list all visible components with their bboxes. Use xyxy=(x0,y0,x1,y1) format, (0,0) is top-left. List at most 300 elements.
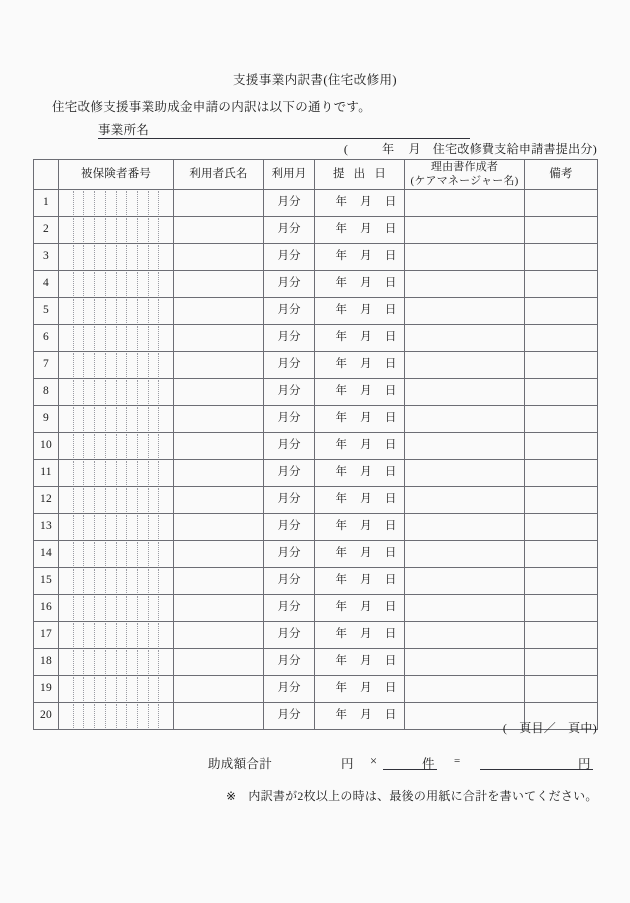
insured-digit-box[interactable] xyxy=(95,245,106,269)
insured-digit-box[interactable] xyxy=(63,623,74,647)
submission-date-field[interactable] xyxy=(315,271,405,298)
insured-digit-box[interactable] xyxy=(138,191,149,215)
insured-digit-box[interactable] xyxy=(117,299,128,323)
insured-digit-box[interactable] xyxy=(84,650,95,674)
insured-number-field[interactable] xyxy=(59,622,174,649)
insured-digit-box[interactable] xyxy=(117,515,128,539)
insured-digit-box[interactable] xyxy=(74,245,85,269)
insured-digit-box[interactable] xyxy=(84,326,95,350)
insured-digit-box[interactable] xyxy=(149,434,160,458)
insured-digit-box[interactable] xyxy=(84,353,95,377)
insured-digit-box[interactable] xyxy=(95,488,106,512)
insured-digit-box[interactable] xyxy=(95,434,106,458)
use-month-field[interactable] xyxy=(264,244,315,271)
insured-number-field[interactable] xyxy=(59,271,174,298)
insured-digit-box[interactable] xyxy=(84,272,95,296)
insured-digit-box[interactable] xyxy=(74,191,85,215)
remarks-field[interactable] xyxy=(525,190,598,217)
insured-digit-box[interactable] xyxy=(127,488,138,512)
insured-digit-box[interactable] xyxy=(95,596,106,620)
user-name-field[interactable] xyxy=(174,514,264,541)
reason-writer-field[interactable] xyxy=(405,649,525,676)
reason-writer-field[interactable] xyxy=(405,676,525,703)
insured-digit-box[interactable] xyxy=(106,569,117,593)
insured-digit-box[interactable] xyxy=(106,650,117,674)
remarks-field[interactable] xyxy=(525,568,598,595)
reason-writer-field[interactable] xyxy=(405,595,525,622)
insured-digit-box[interactable] xyxy=(138,677,149,701)
use-month-field[interactable] xyxy=(264,406,315,433)
insured-digit-box[interactable] xyxy=(138,488,149,512)
insured-digit-box[interactable] xyxy=(63,407,74,431)
reason-writer-field[interactable] xyxy=(405,244,525,271)
submission-date-field[interactable] xyxy=(315,325,405,352)
insured-digit-box[interactable] xyxy=(95,677,106,701)
insured-digit-box[interactable] xyxy=(106,191,117,215)
insured-digit-box[interactable] xyxy=(95,623,106,647)
reason-writer-field[interactable] xyxy=(405,541,525,568)
remarks-field[interactable] xyxy=(525,244,598,271)
insured-digit-box[interactable] xyxy=(127,623,138,647)
insured-digit-box[interactable] xyxy=(95,407,106,431)
insured-digit-box[interactable] xyxy=(106,326,117,350)
insured-digit-box[interactable] xyxy=(149,191,160,215)
use-month-field[interactable] xyxy=(264,271,315,298)
submission-date-field[interactable] xyxy=(315,622,405,649)
submission-date-field[interactable] xyxy=(315,676,405,703)
insured-digit-box[interactable] xyxy=(84,299,95,323)
insured-digit-box[interactable] xyxy=(74,569,85,593)
insured-digit-box[interactable] xyxy=(149,569,160,593)
insured-digit-box[interactable] xyxy=(159,272,169,296)
insured-digit-box[interactable] xyxy=(138,596,149,620)
insured-digit-box[interactable] xyxy=(74,299,85,323)
insured-digit-box[interactable] xyxy=(127,677,138,701)
submission-date-field[interactable] xyxy=(315,433,405,460)
reason-writer-field[interactable] xyxy=(405,298,525,325)
remarks-field[interactable] xyxy=(525,514,598,541)
insured-digit-box[interactable] xyxy=(63,191,74,215)
insured-digit-box[interactable] xyxy=(127,191,138,215)
insured-digit-box[interactable] xyxy=(63,218,74,242)
insured-digit-box[interactable] xyxy=(84,461,95,485)
insured-digit-box[interactable] xyxy=(106,488,117,512)
insured-digit-box[interactable] xyxy=(84,434,95,458)
insured-digit-box[interactable] xyxy=(84,380,95,404)
insured-digit-box[interactable] xyxy=(138,515,149,539)
reason-writer-field[interactable] xyxy=(405,514,525,541)
use-month-field[interactable] xyxy=(264,541,315,568)
insured-number-field[interactable] xyxy=(59,325,174,352)
user-name-field[interactable] xyxy=(174,217,264,244)
insured-digit-box[interactable] xyxy=(149,326,160,350)
user-name-field[interactable] xyxy=(174,406,264,433)
insured-digit-box[interactable] xyxy=(74,218,85,242)
insured-digit-box[interactable] xyxy=(138,434,149,458)
insured-digit-box[interactable] xyxy=(117,623,128,647)
insured-number-field[interactable] xyxy=(59,298,174,325)
remarks-field[interactable] xyxy=(525,406,598,433)
insured-digit-box[interactable] xyxy=(138,623,149,647)
use-month-field[interactable] xyxy=(264,325,315,352)
insured-digit-box[interactable] xyxy=(74,596,85,620)
insured-digit-box[interactable] xyxy=(95,191,106,215)
insured-digit-box[interactable] xyxy=(84,569,95,593)
reason-writer-field[interactable] xyxy=(405,460,525,487)
user-name-field[interactable] xyxy=(174,433,264,460)
insured-digit-box[interactable] xyxy=(63,326,74,350)
insured-digit-box[interactable] xyxy=(159,623,169,647)
submission-date-field[interactable] xyxy=(315,217,405,244)
user-name-field[interactable] xyxy=(174,622,264,649)
insured-digit-box[interactable] xyxy=(84,596,95,620)
insured-digit-box[interactable] xyxy=(149,677,160,701)
insured-digit-box[interactable] xyxy=(138,407,149,431)
use-month-field[interactable] xyxy=(264,514,315,541)
insured-digit-box[interactable] xyxy=(159,407,169,431)
insured-digit-box[interactable] xyxy=(63,299,74,323)
insured-digit-box[interactable] xyxy=(84,191,95,215)
insured-digit-box[interactable] xyxy=(149,299,160,323)
insured-digit-box[interactable] xyxy=(138,380,149,404)
reason-writer-field[interactable] xyxy=(405,352,525,379)
insured-digit-box[interactable] xyxy=(159,299,169,323)
insured-digit-box[interactable] xyxy=(63,569,74,593)
insured-digit-box[interactable] xyxy=(95,353,106,377)
insured-digit-box[interactable] xyxy=(95,272,106,296)
remarks-field[interactable] xyxy=(525,352,598,379)
use-month-field[interactable] xyxy=(264,460,315,487)
insured-digit-box[interactable] xyxy=(84,623,95,647)
insured-digit-box[interactable] xyxy=(127,569,138,593)
insured-digit-box[interactable] xyxy=(63,677,74,701)
insured-digit-box[interactable] xyxy=(117,272,128,296)
user-name-field[interactable] xyxy=(174,298,264,325)
insured-digit-box[interactable] xyxy=(159,380,169,404)
insured-digit-box[interactable] xyxy=(127,380,138,404)
insured-digit-box[interactable] xyxy=(117,191,128,215)
insured-digit-box[interactable] xyxy=(117,407,128,431)
insured-digit-box[interactable] xyxy=(127,245,138,269)
insured-digit-box[interactable] xyxy=(84,407,95,431)
submission-date-field[interactable] xyxy=(315,541,405,568)
insured-digit-box[interactable] xyxy=(63,353,74,377)
insured-digit-box[interactable] xyxy=(106,353,117,377)
reason-writer-field[interactable] xyxy=(405,325,525,352)
insured-number-field[interactable] xyxy=(59,487,174,514)
user-name-field[interactable] xyxy=(174,649,264,676)
insured-digit-box[interactable] xyxy=(74,542,85,566)
insured-digit-box[interactable] xyxy=(84,677,95,701)
insured-digit-box[interactable] xyxy=(106,407,117,431)
insured-digit-box[interactable] xyxy=(74,407,85,431)
insured-digit-box[interactable] xyxy=(149,245,160,269)
insured-digit-box[interactable] xyxy=(106,380,117,404)
submission-date-field[interactable] xyxy=(315,298,405,325)
reason-writer-field[interactable] xyxy=(405,568,525,595)
user-name-field[interactable] xyxy=(174,352,264,379)
user-name-field[interactable] xyxy=(174,487,264,514)
insured-digit-box[interactable] xyxy=(159,218,169,242)
remarks-field[interactable] xyxy=(525,649,598,676)
insured-digit-box[interactable] xyxy=(127,515,138,539)
insured-digit-box[interactable] xyxy=(149,650,160,674)
insured-digit-box[interactable] xyxy=(138,650,149,674)
insured-digit-box[interactable] xyxy=(84,488,95,512)
insured-digit-box[interactable] xyxy=(74,677,85,701)
user-name-field[interactable] xyxy=(174,379,264,406)
insured-digit-box[interactable] xyxy=(149,461,160,485)
submission-date-field[interactable] xyxy=(315,190,405,217)
remarks-field[interactable] xyxy=(525,460,598,487)
insured-number-field[interactable] xyxy=(59,406,174,433)
insured-digit-box[interactable] xyxy=(117,461,128,485)
insured-digit-box[interactable] xyxy=(159,353,169,377)
user-name-field[interactable] xyxy=(174,595,264,622)
use-month-field[interactable] xyxy=(264,595,315,622)
insured-digit-box[interactable] xyxy=(159,488,169,512)
insured-digit-box[interactable] xyxy=(63,461,74,485)
insured-digit-box[interactable] xyxy=(117,218,128,242)
insured-digit-box[interactable] xyxy=(106,245,117,269)
reason-writer-field[interactable] xyxy=(405,379,525,406)
insured-digit-box[interactable] xyxy=(127,353,138,377)
insured-digit-box[interactable] xyxy=(127,326,138,350)
insured-digit-box[interactable] xyxy=(106,596,117,620)
user-name-field[interactable] xyxy=(174,244,264,271)
use-month-field[interactable] xyxy=(264,676,315,703)
insured-digit-box[interactable] xyxy=(63,272,74,296)
use-month-field[interactable] xyxy=(264,352,315,379)
insured-digit-box[interactable] xyxy=(127,299,138,323)
insured-digit-box[interactable] xyxy=(149,218,160,242)
insured-digit-box[interactable] xyxy=(127,542,138,566)
insured-number-field[interactable] xyxy=(59,541,174,568)
insured-digit-box[interactable] xyxy=(159,326,169,350)
insured-digit-box[interactable] xyxy=(127,650,138,674)
insured-digit-box[interactable] xyxy=(117,569,128,593)
insured-digit-box[interactable] xyxy=(106,677,117,701)
insured-digit-box[interactable] xyxy=(159,515,169,539)
submission-date-field[interactable] xyxy=(315,352,405,379)
insured-digit-box[interactable] xyxy=(106,299,117,323)
insured-digit-box[interactable] xyxy=(149,515,160,539)
insured-number-field[interactable] xyxy=(59,244,174,271)
insured-digit-box[interactable] xyxy=(95,542,106,566)
insured-digit-box[interactable] xyxy=(159,677,169,701)
insured-digit-box[interactable] xyxy=(149,272,160,296)
use-month-field[interactable] xyxy=(264,433,315,460)
insured-digit-box[interactable] xyxy=(117,434,128,458)
insured-digit-box[interactable] xyxy=(159,461,169,485)
insured-digit-box[interactable] xyxy=(159,191,169,215)
insured-digit-box[interactable] xyxy=(117,245,128,269)
insured-digit-box[interactable] xyxy=(138,218,149,242)
insured-digit-box[interactable] xyxy=(159,542,169,566)
insured-number-field[interactable] xyxy=(59,676,174,703)
insured-digit-box[interactable] xyxy=(84,218,95,242)
insured-digit-box[interactable] xyxy=(95,515,106,539)
insured-digit-box[interactable] xyxy=(74,434,85,458)
insured-digit-box[interactable] xyxy=(127,434,138,458)
remarks-field[interactable] xyxy=(525,298,598,325)
insured-digit-box[interactable] xyxy=(63,515,74,539)
insured-digit-box[interactable] xyxy=(117,596,128,620)
use-month-field[interactable] xyxy=(264,190,315,217)
insured-digit-box[interactable] xyxy=(95,380,106,404)
insured-digit-box[interactable] xyxy=(159,434,169,458)
insured-digit-box[interactable] xyxy=(149,488,160,512)
use-month-field[interactable] xyxy=(264,568,315,595)
insured-digit-box[interactable] xyxy=(106,542,117,566)
insured-digit-box[interactable] xyxy=(63,380,74,404)
submission-date-field[interactable] xyxy=(315,595,405,622)
insured-digit-box[interactable] xyxy=(74,650,85,674)
insured-digit-box[interactable] xyxy=(117,650,128,674)
insured-digit-box[interactable] xyxy=(117,542,128,566)
insured-digit-box[interactable] xyxy=(159,596,169,620)
insured-digit-box[interactable] xyxy=(117,677,128,701)
submission-date-field[interactable] xyxy=(315,649,405,676)
remarks-field[interactable] xyxy=(525,433,598,460)
insured-digit-box[interactable] xyxy=(74,272,85,296)
use-month-field[interactable] xyxy=(264,298,315,325)
insured-number-field[interactable] xyxy=(59,352,174,379)
reason-writer-field[interactable] xyxy=(405,622,525,649)
reason-writer-field[interactable] xyxy=(405,487,525,514)
submission-date-field[interactable] xyxy=(315,568,405,595)
insured-digit-box[interactable] xyxy=(138,245,149,269)
insured-digit-box[interactable] xyxy=(117,488,128,512)
insured-digit-box[interactable] xyxy=(95,461,106,485)
insured-digit-box[interactable] xyxy=(159,245,169,269)
insured-digit-box[interactable] xyxy=(84,515,95,539)
remarks-field[interactable] xyxy=(525,595,598,622)
insured-digit-box[interactable] xyxy=(138,299,149,323)
insured-digit-box[interactable] xyxy=(159,650,169,674)
submission-date-field[interactable] xyxy=(315,244,405,271)
user-name-field[interactable] xyxy=(174,541,264,568)
insured-digit-box[interactable] xyxy=(159,569,169,593)
use-month-field[interactable] xyxy=(264,379,315,406)
remarks-field[interactable] xyxy=(525,217,598,244)
insured-number-field[interactable] xyxy=(59,568,174,595)
submission-date-field[interactable] xyxy=(315,406,405,433)
insured-number-field[interactable] xyxy=(59,649,174,676)
user-name-field[interactable] xyxy=(174,460,264,487)
insured-digit-box[interactable] xyxy=(95,326,106,350)
remarks-field[interactable] xyxy=(525,271,598,298)
user-name-field[interactable] xyxy=(174,568,264,595)
insured-digit-box[interactable] xyxy=(149,623,160,647)
office-name-field[interactable] xyxy=(98,121,470,139)
user-name-field[interactable] xyxy=(174,271,264,298)
insured-digit-box[interactable] xyxy=(95,299,106,323)
insured-digit-box[interactable] xyxy=(106,218,117,242)
insured-digit-box[interactable] xyxy=(149,407,160,431)
insured-digit-box[interactable] xyxy=(74,623,85,647)
reason-writer-field[interactable] xyxy=(405,433,525,460)
insured-digit-box[interactable] xyxy=(84,542,95,566)
insured-digit-box[interactable] xyxy=(149,353,160,377)
insured-digit-box[interactable] xyxy=(138,353,149,377)
insured-digit-box[interactable] xyxy=(63,434,74,458)
insured-digit-box[interactable] xyxy=(63,596,74,620)
insured-digit-box[interactable] xyxy=(127,596,138,620)
insured-number-field[interactable] xyxy=(59,433,174,460)
insured-digit-box[interactable] xyxy=(149,542,160,566)
user-name-field[interactable] xyxy=(174,676,264,703)
insured-digit-box[interactable] xyxy=(95,569,106,593)
insured-digit-box[interactable] xyxy=(127,461,138,485)
insured-digit-box[interactable] xyxy=(74,353,85,377)
insured-digit-box[interactable] xyxy=(106,272,117,296)
user-name-field[interactable] xyxy=(174,190,264,217)
insured-digit-box[interactable] xyxy=(138,272,149,296)
use-month-field[interactable] xyxy=(264,649,315,676)
insured-digit-box[interactable] xyxy=(74,461,85,485)
insured-digit-box[interactable] xyxy=(74,515,85,539)
insured-number-field[interactable] xyxy=(59,514,174,541)
submission-date-field[interactable] xyxy=(315,487,405,514)
insured-digit-box[interactable] xyxy=(149,380,160,404)
insured-number-field[interactable] xyxy=(59,595,174,622)
insured-number-field[interactable] xyxy=(59,379,174,406)
remarks-field[interactable] xyxy=(525,676,598,703)
insured-digit-box[interactable] xyxy=(127,272,138,296)
insured-digit-box[interactable] xyxy=(74,380,85,404)
submission-date-field[interactable] xyxy=(315,379,405,406)
remarks-field[interactable] xyxy=(525,541,598,568)
remarks-field[interactable] xyxy=(525,379,598,406)
insured-digit-box[interactable] xyxy=(63,488,74,512)
insured-number-field[interactable] xyxy=(59,190,174,217)
insured-digit-box[interactable] xyxy=(74,488,85,512)
total-result-input[interactable] xyxy=(480,769,593,770)
insured-digit-box[interactable] xyxy=(127,407,138,431)
insured-digit-box[interactable] xyxy=(63,542,74,566)
use-month-field[interactable] xyxy=(264,487,315,514)
insured-digit-box[interactable] xyxy=(63,650,74,674)
user-name-field[interactable] xyxy=(174,325,264,352)
insured-digit-box[interactable] xyxy=(95,218,106,242)
remarks-field[interactable] xyxy=(525,325,598,352)
insured-digit-box[interactable] xyxy=(106,461,117,485)
submission-date-field[interactable] xyxy=(315,514,405,541)
remarks-field[interactable] xyxy=(525,487,598,514)
insured-digit-box[interactable] xyxy=(138,569,149,593)
use-month-field[interactable] xyxy=(264,622,315,649)
remarks-field[interactable] xyxy=(525,622,598,649)
reason-writer-field[interactable] xyxy=(405,271,525,298)
insured-number-field[interactable] xyxy=(59,217,174,244)
use-month-field[interactable] xyxy=(264,217,315,244)
insured-digit-box[interactable] xyxy=(138,326,149,350)
submission-date-field[interactable] xyxy=(315,460,405,487)
reason-writer-field[interactable] xyxy=(405,190,525,217)
insured-digit-box[interactable] xyxy=(149,596,160,620)
insured-digit-box[interactable] xyxy=(106,623,117,647)
insured-digit-box[interactable] xyxy=(127,218,138,242)
insured-digit-box[interactable] xyxy=(117,353,128,377)
insured-digit-box[interactable] xyxy=(138,461,149,485)
insured-digit-box[interactable] xyxy=(106,434,117,458)
insured-number-field[interactable] xyxy=(59,460,174,487)
insured-digit-box[interactable] xyxy=(84,245,95,269)
insured-digit-box[interactable] xyxy=(74,326,85,350)
insured-digit-box[interactable] xyxy=(117,326,128,350)
insured-digit-box[interactable] xyxy=(95,650,106,674)
